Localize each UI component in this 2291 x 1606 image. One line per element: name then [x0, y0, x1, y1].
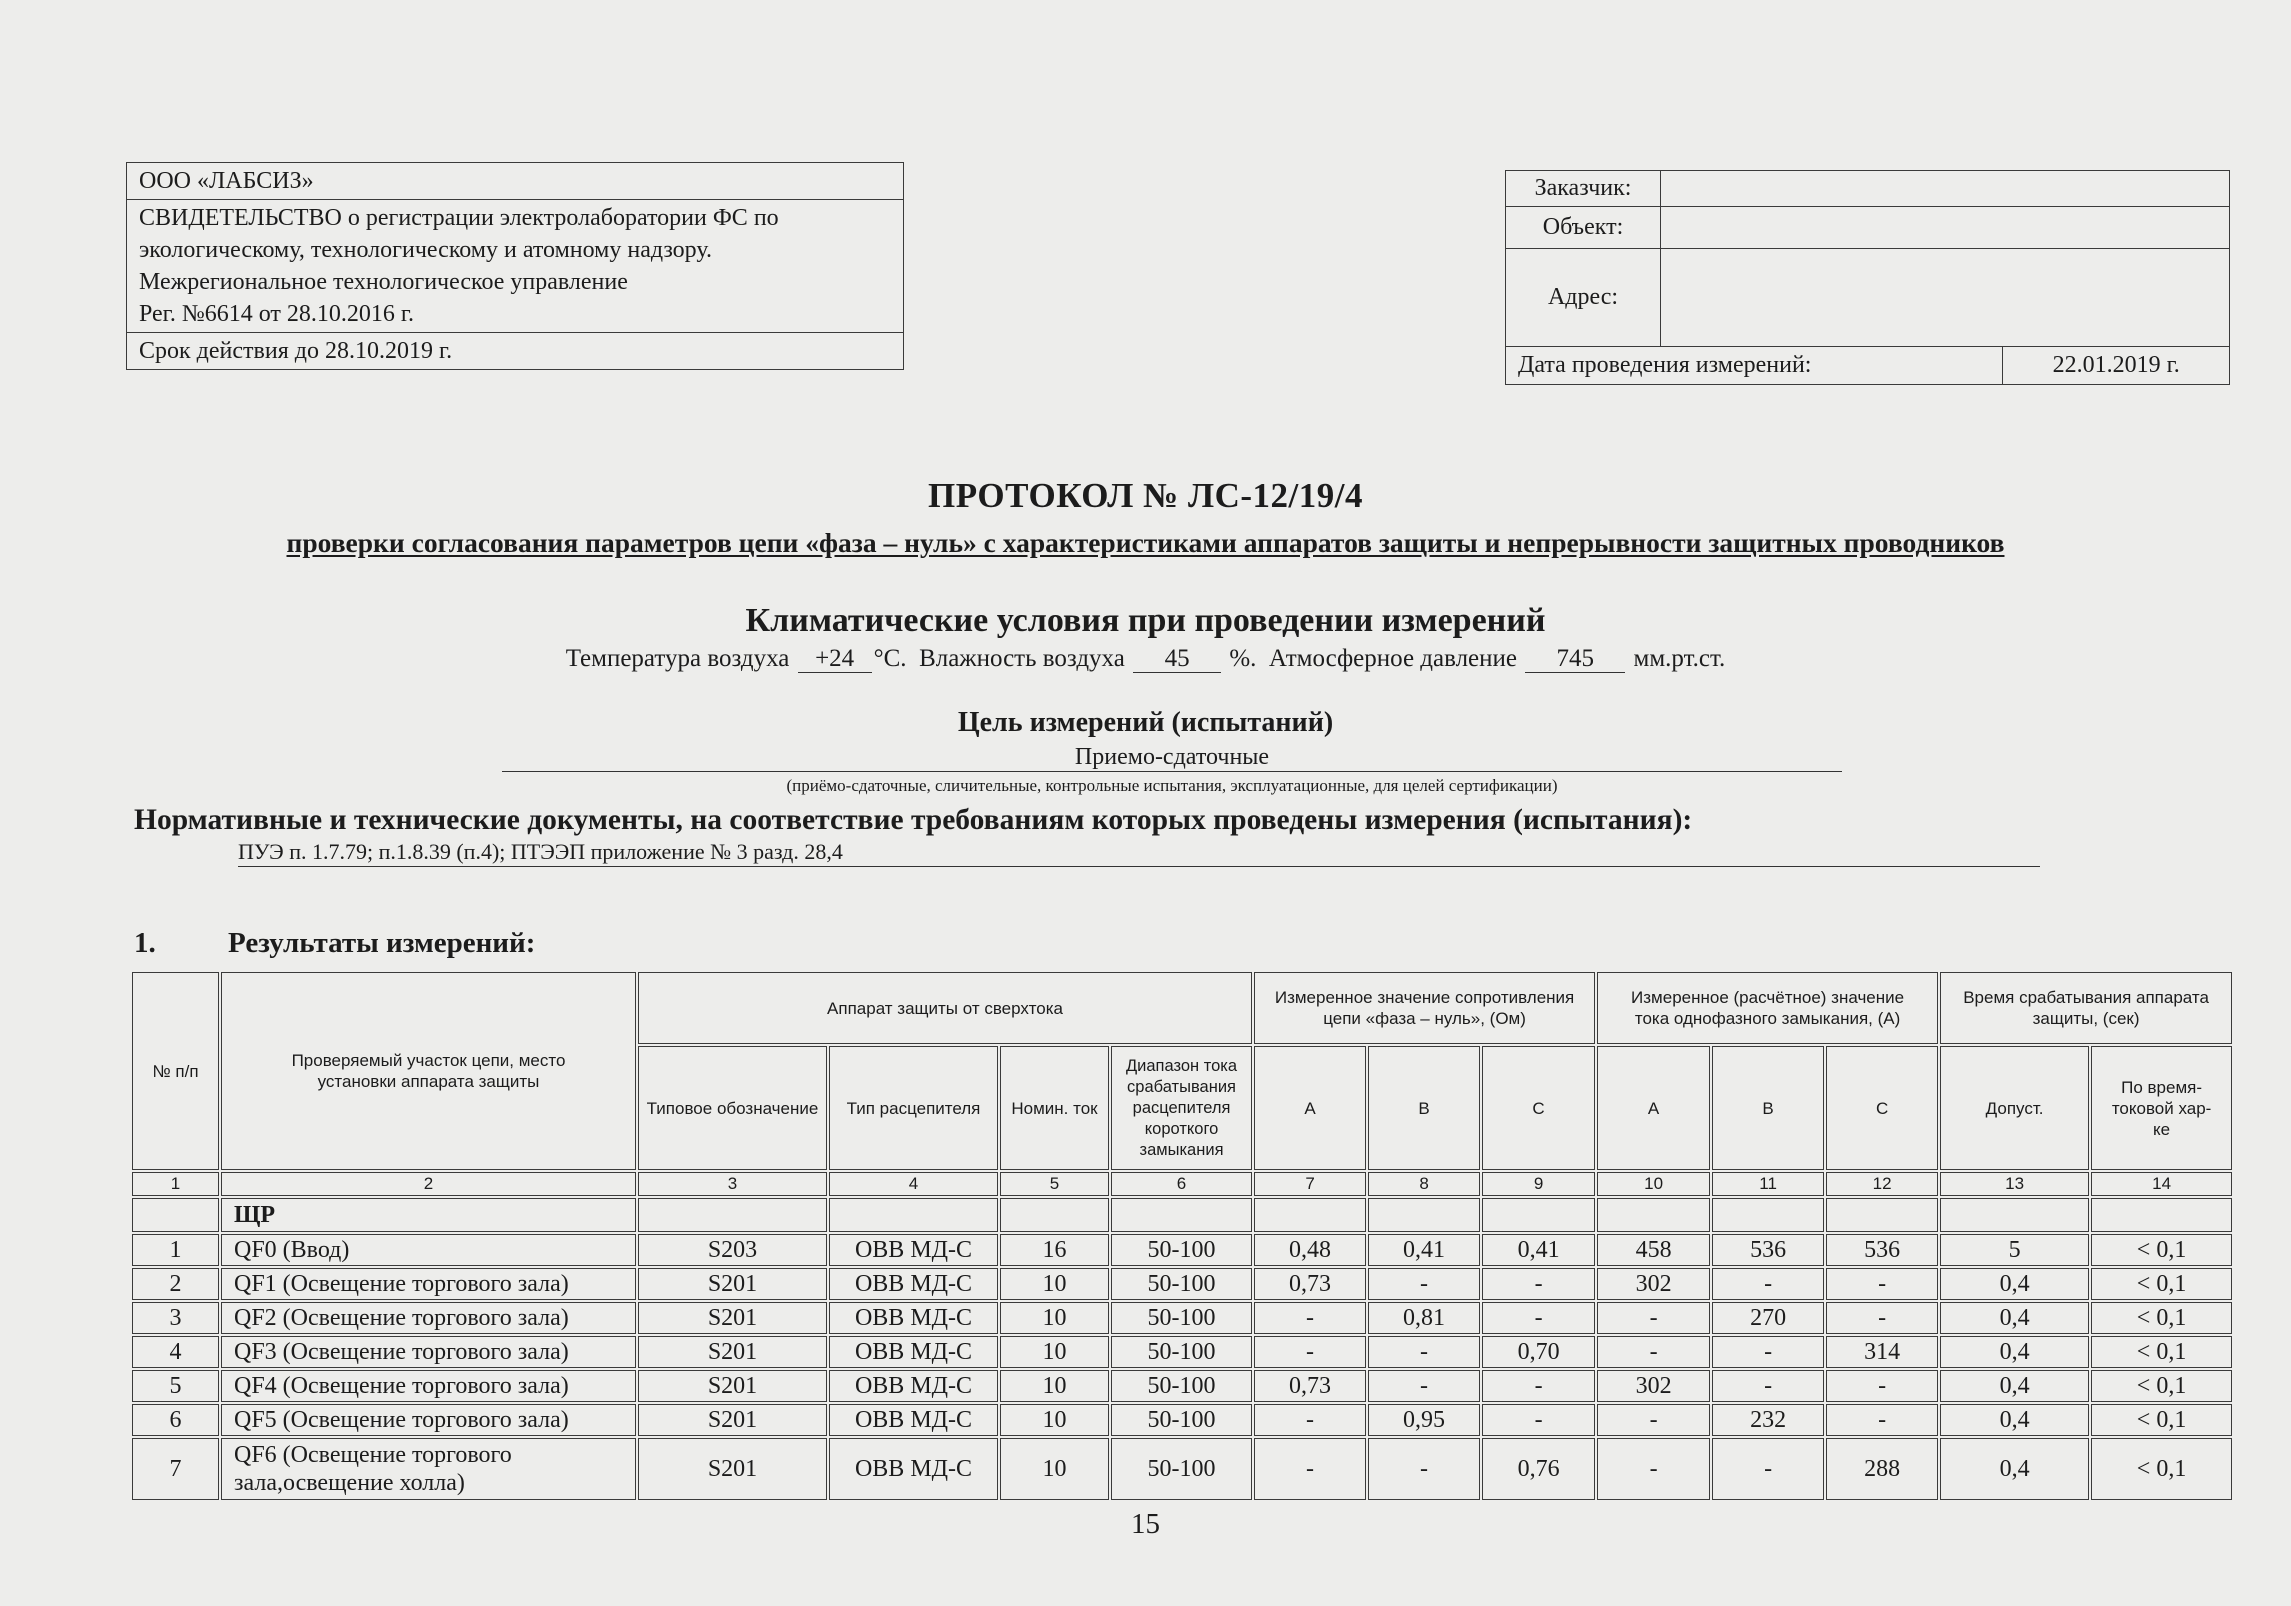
column-number: 12 — [1826, 1172, 1938, 1196]
cell-cur-c: - — [1826, 1404, 1938, 1436]
humidity-label: Влажность воздуха — [919, 645, 1125, 672]
column-number: 6 — [1111, 1172, 1252, 1196]
cell-by-curve: < 0,1 — [2091, 1404, 2232, 1436]
header-time-group: Время срабатывания аппарата защиты, (сек) — [1940, 972, 2232, 1044]
cell-res-a: 0,48 — [1254, 1234, 1366, 1266]
cell-allowed: 0,4 — [1940, 1370, 2089, 1402]
cell-release: ОВВ МД-С — [829, 1268, 998, 1300]
cell-cur-b: 232 — [1712, 1404, 1824, 1436]
cell-section: QF2 (Освещение торгового зала) — [221, 1302, 636, 1334]
cell-section: QF0 (Ввод) — [221, 1234, 636, 1266]
column-number: 4 — [829, 1172, 998, 1196]
column-numbers-row — [132, 1172, 2232, 1196]
column-number: 3 — [638, 1172, 827, 1196]
cell-nominal: 10 — [1000, 1404, 1109, 1436]
cell-cur-b: - — [1712, 1438, 1824, 1500]
cell-res-a: - — [1254, 1404, 1366, 1436]
header-range: Диапазон тока срабатывания расцепителя короткого замыкания — [1111, 1046, 1252, 1170]
cert-line: СВИДЕТЕЛЬСТВО о регистрации электролаборатории ФС по — [139, 205, 779, 231]
table-row — [132, 1302, 2232, 1334]
cell-cur-b: - — [1712, 1336, 1824, 1368]
table-row — [132, 1370, 2232, 1402]
cell-cur-c: 288 — [1826, 1438, 1938, 1500]
header-device-group: Аппарат защиты от сверхтока — [638, 972, 1252, 1044]
cell-cur-a: - — [1597, 1302, 1710, 1334]
pressure-value: 745 — [1525, 646, 1625, 673]
cell-range: 50-100 — [1111, 1302, 1252, 1334]
cell-range: 50-100 — [1111, 1404, 1252, 1436]
header-release: Тип расцепителя — [829, 1046, 998, 1170]
column-number: 2 — [221, 1172, 636, 1196]
cell-release: ОВВ МД-С — [829, 1234, 998, 1266]
results-rows — [132, 1234, 2232, 1500]
org-valid-until: Срок действия до 28.10.2019 г. — [127, 333, 904, 370]
cell-res-c: - — [1482, 1268, 1595, 1300]
org-name: ООО «ЛАБСИЗ» — [127, 163, 904, 200]
cell-release: ОВВ МД-С — [829, 1370, 998, 1402]
cell-allowed: 0,4 — [1940, 1268, 2089, 1300]
cell-range: 50-100 — [1111, 1336, 1252, 1368]
cell-num: 6 — [132, 1404, 219, 1436]
cell-res-b: - — [1368, 1370, 1480, 1402]
measurement-date-label: Дата проведения измерений: — [1506, 347, 2003, 385]
cell-cur-c: - — [1826, 1370, 1938, 1402]
header-by-curve: По время-токовой хар-ке — [2091, 1046, 2232, 1170]
cell-res-a: - — [1254, 1336, 1366, 1368]
cell-res-c: - — [1482, 1404, 1595, 1436]
cell-type: S201 — [638, 1268, 827, 1300]
org-certificate — [127, 200, 904, 333]
column-number: 7 — [1254, 1172, 1366, 1196]
cell-res-c: - — [1482, 1370, 1595, 1402]
column-number: 9 — [1482, 1172, 1595, 1196]
cell-nominal: 10 — [1000, 1302, 1109, 1334]
cell-res-a: 0,73 — [1254, 1370, 1366, 1402]
header-res-a: А — [1254, 1046, 1366, 1170]
cell-release: ОВВ МД-С — [829, 1438, 998, 1500]
header-allowed: Допуст. — [1940, 1046, 2089, 1170]
section-row — [132, 1198, 2232, 1232]
cell-num: 3 — [132, 1302, 219, 1334]
cell-cur-a: - — [1597, 1336, 1710, 1368]
cell-cur-a: 302 — [1597, 1268, 1710, 1300]
header-current-group: Измеренное (расчётное) значение тока однофазного замыкания, (А) — [1597, 972, 1938, 1044]
protocol-subtitle-text: проверки согласования параметров цепи «фаза – нуль» с характеристиками аппаратов защиты и непрерывности защитных проводников — [286, 527, 2005, 558]
object-label: Объект: — [1506, 207, 1661, 249]
temperature-unit: °С. — [873, 645, 907, 672]
cell-res-c: 0,70 — [1482, 1336, 1595, 1368]
address-value — [1661, 249, 2230, 347]
cell-res-c: - — [1482, 1302, 1595, 1334]
header-nominal: Номин. ток — [1000, 1046, 1109, 1170]
cell-by-curve: < 0,1 — [2091, 1302, 2232, 1334]
section-label: ЩР — [221, 1198, 636, 1232]
table-row — [132, 1268, 2232, 1300]
purpose-hint: (приёмо-сдаточные, сличительные, контрольные испытания, эксплуатационные, для целей сертификации) — [786, 776, 1558, 795]
cell-type: S203 — [638, 1234, 827, 1266]
protocol-title: ПРОТОКОЛ № ЛС-12/19/4 — [928, 476, 1363, 515]
normative-value: ПУЭ п. 1.7.79; п.1.8.39 (п.4); ПТЭЭП приложение № 3 разд. 28,4 — [238, 838, 2040, 867]
customer-label: Заказчик: — [1506, 171, 1661, 207]
results-table — [130, 970, 2234, 1502]
customer-box — [1505, 170, 2230, 385]
column-number: 1 — [132, 1172, 219, 1196]
measurement-date-value: 22.01.2019 г. — [2003, 347, 2230, 385]
cell-nominal: 10 — [1000, 1268, 1109, 1300]
cell-cur-a: - — [1597, 1404, 1710, 1436]
cell-res-c: 0,76 — [1482, 1438, 1595, 1500]
cell-range: 50-100 — [1111, 1370, 1252, 1402]
cert-line: экологическому, технологическому и атомному надзору. — [139, 237, 712, 263]
humidity-unit: %. — [1229, 645, 1257, 672]
column-number: 11 — [1712, 1172, 1824, 1196]
table-row — [132, 1234, 2232, 1266]
cell-type: S201 — [638, 1336, 827, 1368]
header-section: Проверяемый участок цепи, место установки аппарата защиты — [221, 972, 636, 1170]
cell-num: 7 — [132, 1438, 219, 1500]
cell-cur-b: 536 — [1712, 1234, 1824, 1266]
normative-title: Нормативные и технические документы, на соответствие требованиям которых проведены измерения (испытания): — [134, 804, 1693, 836]
cell-nominal: 10 — [1000, 1438, 1109, 1500]
cell-section: QF5 (Освещение торгового зала) — [221, 1404, 636, 1436]
cell-type: S201 — [638, 1302, 827, 1334]
cell-cur-c: 314 — [1826, 1336, 1938, 1368]
cell-cur-c: - — [1826, 1268, 1938, 1300]
cell-cur-a: 302 — [1597, 1370, 1710, 1402]
cell-cur-b: - — [1712, 1268, 1824, 1300]
section-title: Результаты измерений: — [228, 927, 536, 959]
temperature-label: Температура воздуха — [565, 645, 790, 672]
cell-by-curve: < 0,1 — [2091, 1336, 2232, 1368]
cell-res-b: - — [1368, 1438, 1480, 1500]
address-label: Адрес: — [1506, 249, 1661, 347]
purpose-title: Цель измерений (испытаний) — [957, 707, 1334, 738]
table-row — [132, 1404, 2232, 1436]
cell-release: ОВВ МД-С — [829, 1302, 998, 1334]
cell-res-a: - — [1254, 1438, 1366, 1500]
section-number: 1. — [134, 927, 156, 959]
column-number: 13 — [1940, 1172, 2089, 1196]
cell-cur-c: 536 — [1826, 1234, 1938, 1266]
cell-cur-c: - — [1826, 1302, 1938, 1334]
organization-box — [126, 162, 904, 370]
cell-nominal: 10 — [1000, 1336, 1109, 1368]
cell-section: QF4 (Освещение торгового зала) — [221, 1370, 636, 1402]
cell-by-curve: < 0,1 — [2091, 1234, 2232, 1266]
protocol-subtitle — [0, 527, 2291, 559]
cell-type: S201 — [638, 1438, 827, 1500]
cell-allowed: 0,4 — [1940, 1404, 2089, 1436]
cell-res-b: - — [1368, 1336, 1480, 1368]
header-num: № п/п — [132, 972, 219, 1170]
cell-cur-b: - — [1712, 1370, 1824, 1402]
cell-by-curve: < 0,1 — [2091, 1370, 2232, 1402]
cell-type: S201 — [638, 1404, 827, 1436]
cell-section: QF3 (Освещение торгового зала) — [221, 1336, 636, 1368]
header-type: Типовое обозначение — [638, 1046, 827, 1170]
cell-num: 4 — [132, 1336, 219, 1368]
cell-cur-a: 458 — [1597, 1234, 1710, 1266]
cell-res-a: 0,73 — [1254, 1268, 1366, 1300]
pressure-unit: мм.рт.ст. — [1633, 645, 1726, 672]
cell-res-b: 0,81 — [1368, 1302, 1480, 1334]
header-res-b: В — [1368, 1046, 1480, 1170]
header-cur-c: С — [1826, 1046, 1938, 1170]
object-value — [1661, 207, 2230, 249]
column-number: 14 — [2091, 1172, 2232, 1196]
purpose-value: Приемо-сдаточные — [502, 744, 1842, 772]
column-number: 8 — [1368, 1172, 1480, 1196]
cell-release: ОВВ МД-С — [829, 1404, 998, 1436]
cell-res-b: 0,95 — [1368, 1404, 1480, 1436]
climate-title: Климатические условия при проведении измерений — [745, 602, 1546, 639]
header-resistance-group: Измеренное значение сопротивления цепи «фаза – нуль», (Ом) — [1254, 972, 1595, 1044]
cell-allowed: 0,4 — [1940, 1336, 2089, 1368]
cell-by-curve: < 0,1 — [2091, 1268, 2232, 1300]
cell-nominal: 10 — [1000, 1370, 1109, 1402]
column-number: 5 — [1000, 1172, 1109, 1196]
cell-num: 5 — [132, 1370, 219, 1402]
header-cur-b: В — [1712, 1046, 1824, 1170]
climate-conditions — [0, 645, 2291, 673]
cell-num: 1 — [132, 1234, 219, 1266]
page-number: 15 — [1131, 1508, 1160, 1540]
temperature-value: +24 — [798, 646, 872, 673]
cell-allowed: 5 — [1940, 1234, 2089, 1266]
cert-line: Рег. №6614 от 28.10.2016 г. — [139, 301, 415, 327]
cell-section: QF6 (Освещение торгового зала,освещение холла) — [221, 1438, 636, 1500]
table-row — [132, 1336, 2232, 1368]
cert-line: Межрегиональное технологическое управление — [139, 269, 628, 295]
cell-release: ОВВ МД-С — [829, 1336, 998, 1368]
column-number: 10 — [1597, 1172, 1710, 1196]
cell-res-c: 0,41 — [1482, 1234, 1595, 1266]
cell-num: 2 — [132, 1268, 219, 1300]
pressure-label: Атмосферное давление — [1268, 645, 1518, 672]
header-cur-a: А — [1597, 1046, 1710, 1170]
cell-res-b: 0,41 — [1368, 1234, 1480, 1266]
cell-cur-a: - — [1597, 1438, 1710, 1500]
humidity-value: 45 — [1133, 646, 1221, 673]
header-res-c: С — [1482, 1046, 1595, 1170]
customer-value — [1661, 171, 2230, 207]
cell-allowed: 0,4 — [1940, 1438, 2089, 1500]
cell-type: S201 — [638, 1370, 827, 1402]
table-row — [132, 1438, 2232, 1500]
cell-section: QF1 (Освещение торгового зала) — [221, 1268, 636, 1300]
cell-cur-b: 270 — [1712, 1302, 1824, 1334]
cell-nominal: 16 — [1000, 1234, 1109, 1266]
cell-range: 50-100 — [1111, 1268, 1252, 1300]
cell-allowed: 0,4 — [1940, 1302, 2089, 1334]
cell-res-a: - — [1254, 1302, 1366, 1334]
cell-by-curve: < 0,1 — [2091, 1438, 2232, 1500]
cell-range: 50-100 — [1111, 1438, 1252, 1500]
cell-res-b: - — [1368, 1268, 1480, 1300]
cell-range: 50-100 — [1111, 1234, 1252, 1266]
